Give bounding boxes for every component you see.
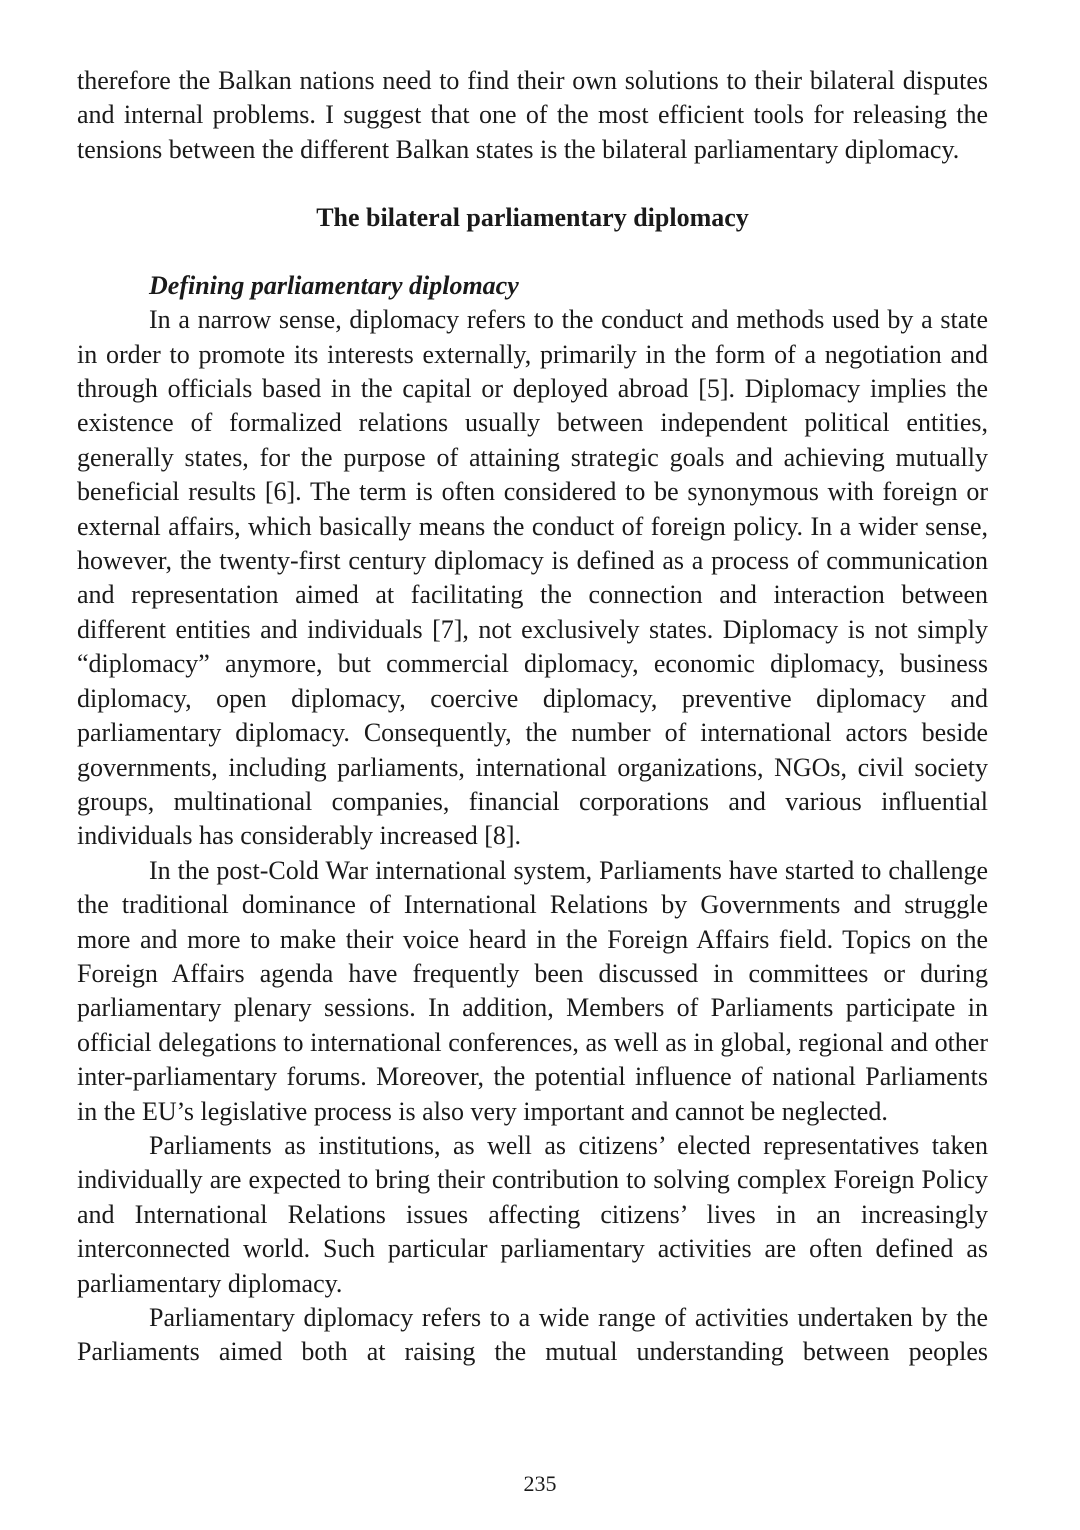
paragraph-diplomacy-definition: In a narrow sense, diplomacy refers to the conduct and methods used by a state in order to promote its interests externally, primarily in the form of a negotiation and through officials based in the capital or deployed abroad [5]. Diplomacy implies the existence of formalized relations usually between independent political entities, generally states, for the purpose of attaining strategic goals and achieving mutually beneficial results [6]. The term is often considered to be synonymous with foreign or external affairs, which basically means the conduct of foreign policy. In a wider sense, however, the twenty-first century diplomacy is defined as a process of communication and representation aimed at facilitating the connection and interaction between different entities and individuals [7], not exclusively states. Diplomacy is not simply “diplomacy” anymore, but commercial diplomacy, economic diplomacy, business diplomacy, open diplomacy, coercive diplomacy, preventive diplomacy and parliamentary diplomacy. Consequently, the number of international actors beside governments, including parliaments, international organizations, NGOs, civil society groups, multinational companies, financial corporations and various influential individuals has considerably increased [8]. (77, 305, 988, 851)
paragraph-parliamentary-diplomacy: Parliamentary diplomacy refers to a wide range of activities undertaken by the Parliaments aimed both at raising the mutual understanding between peoples (77, 1303, 988, 1367)
spacer (77, 235, 988, 269)
paragraph-parliaments-institutions: Parliaments as institutions, as well as citizens’ elected representatives taken individually are expected to bring their contribution to solving complex Foreign Policy and International Relations issues affecting citizens’ lives in an increasingly interconnected world. Such particular parliamentary activities are often defined as parliamentary diplomacy. (77, 1130, 988, 1298)
page-number: 235 (523, 1471, 557, 1496)
subsection-heading: Defining parliamentary diplomacy (149, 271, 519, 301)
paragraph-post-cold-war: In the post-Cold War international system, Parliaments have started to challenge the traditional dominance of International Relations by Governments and struggle more and more to make their voice heard in the Foreign Affairs field. Topics on the Foreign Affairs agenda have frequently been discussed in committees or during parliamentary plenary sessions. In addition, Members of Parliaments participate in official delegations to international conferences, as well as in global, regional and other inter-parliamentary forums. Moreover, the potential influence of national Parliaments in the EU’s legislative process is also very important and cannot be neglected. (77, 855, 988, 1126)
page-body (77, 64, 988, 1370)
intro-paragraph: therefore the Balkan nations need to find their own solutions to their bilateral disputes and internal problems. I suggest that one of the most efficient tools for releasing the tensions between the different Balkan states is the bilateral parliamentary diplomacy. (77, 66, 988, 164)
section-heading: The bilateral parliamentary diplomacy (316, 203, 749, 233)
spacer (77, 167, 988, 201)
